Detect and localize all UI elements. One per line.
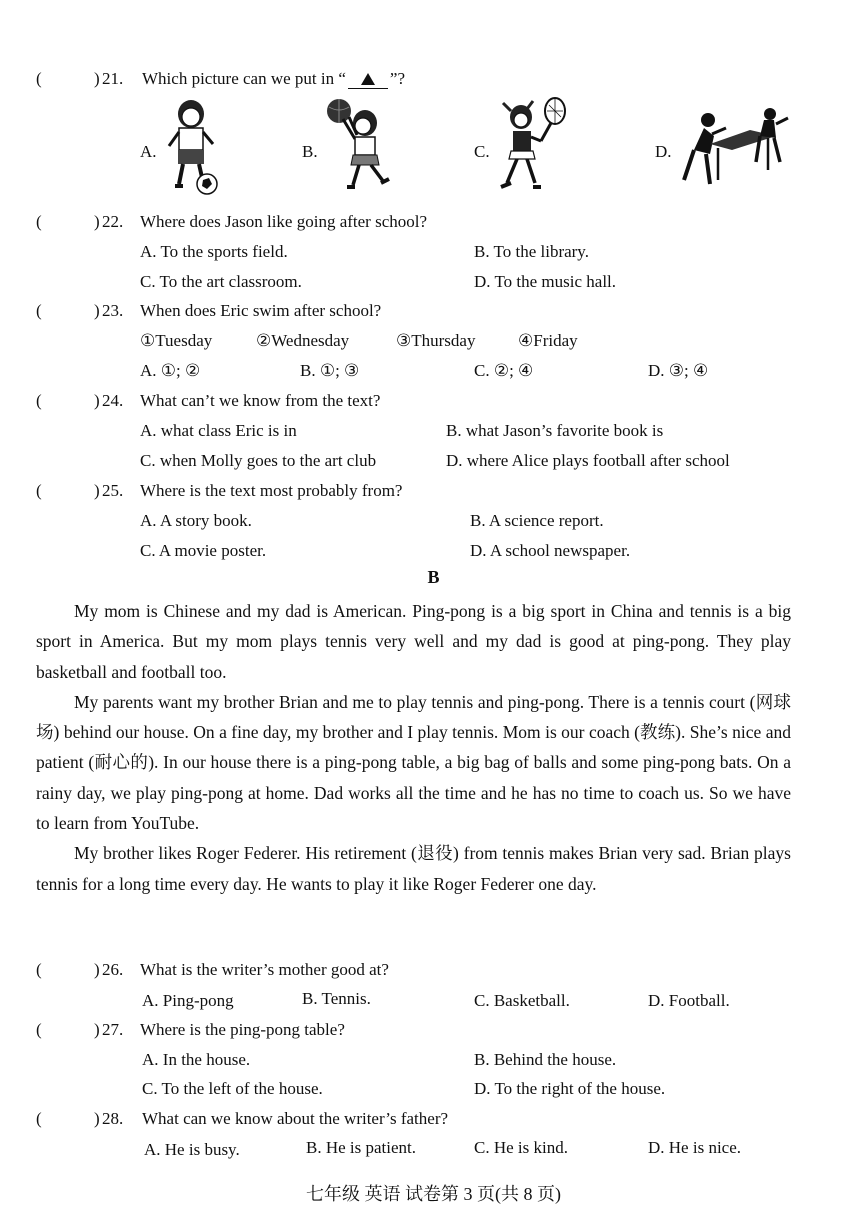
option-a: A. He is busy.	[144, 1140, 240, 1159]
option-c: C. ②; ④	[474, 361, 534, 380]
option-b: B. what Jason’s favorite book is	[446, 421, 664, 440]
option-b-label: B.	[302, 142, 318, 161]
question-number: 25.	[102, 481, 124, 500]
answer-paren-open: (	[36, 1109, 42, 1128]
answer-paren-close: )	[94, 481, 100, 500]
answer-paren-open: (	[36, 391, 42, 410]
option-d: D. A school newspaper.	[470, 541, 631, 560]
question-text: What can’t we know from the text?	[140, 391, 381, 410]
passage-paragraph: My parents want my brother Brian and me to play tennis and ping-pong. There is a tennis court (网球场) behind our house. On a fine day, my brother and I play tennis. Mom is our coach (教练). She’s nice and patient (耐心的). In our house there is a ping-pong table, a big bag of balls and some ping-pong bats. On a rainy day, we play ping-pong at home. Dad works all the time and he has no time to coach us. So we have to learn from YouTube.	[36, 691, 791, 834]
option-c-label: C.	[474, 142, 490, 161]
question-number: 23.	[102, 301, 124, 320]
option-d: D. where Alice plays football after school	[446, 451, 730, 470]
answer-paren-open: (	[36, 481, 42, 500]
option-d: D. He is nice.	[648, 1138, 742, 1157]
option-a: A. what class Eric is in	[140, 421, 297, 440]
option-c: C. Basketball.	[474, 991, 570, 1010]
question-number: 27.	[102, 1020, 124, 1039]
option-d-label: D.	[655, 142, 672, 161]
option-c: C. when Molly goes to the art club	[140, 451, 377, 470]
answer-paren-open: (	[36, 212, 42, 231]
question-text: Where is the ping-pong table?	[140, 1020, 345, 1039]
answer-paren-close: )	[94, 69, 100, 88]
option-a: A. In the house.	[142, 1050, 251, 1069]
triangle-icon	[361, 73, 375, 85]
question-text: Which picture can we put in “ ”?	[142, 69, 406, 88]
option-a: A. A story book.	[140, 511, 252, 530]
day-choice: ②Wednesday	[256, 331, 350, 350]
question-number: 26.	[102, 960, 124, 979]
day-choice: ④Friday	[518, 331, 578, 350]
reading-passage	[36, 596, 791, 899]
question-27	[36, 1017, 827, 1043]
question-number: 22.	[102, 212, 124, 231]
answer-paren-open: (	[36, 960, 42, 979]
option-d: D. ③; ④	[648, 361, 709, 380]
question-25	[36, 478, 827, 504]
question-23	[36, 298, 827, 324]
option-b: B. To the library.	[474, 242, 589, 261]
answer-paren-close: )	[94, 1109, 100, 1128]
ping-pong-players-icon	[680, 106, 796, 190]
answer-blank	[348, 70, 388, 89]
day-choice: ③Thursday	[396, 331, 476, 350]
answer-paren-open: (	[36, 301, 42, 320]
question-number: 21.	[102, 69, 124, 88]
section-heading: B	[427, 567, 440, 587]
day-choice: ①Tuesday	[140, 331, 213, 350]
question-28	[36, 1106, 827, 1132]
option-a: A. Ping-pong	[142, 991, 234, 1010]
question-text: Where does Jason like going after school?	[140, 212, 428, 231]
question-text: Where is the text most probably from?	[140, 481, 403, 500]
option-b: B. He is patient.	[306, 1138, 417, 1157]
option-d: D. To the music hall.	[474, 272, 617, 291]
option-c: C. To the art classroom.	[140, 272, 302, 291]
answer-paren-close: )	[94, 301, 100, 320]
girl-with-tennis-racket-icon	[497, 97, 569, 200]
option-b: B. Behind the house.	[474, 1050, 617, 1069]
question-number: 24.	[102, 391, 124, 410]
option-a-label: A.	[140, 142, 157, 161]
girl-with-basketball-icon	[325, 97, 395, 197]
option-d: D. To the right of the house.	[474, 1079, 666, 1098]
option-c: C. A movie poster.	[140, 541, 267, 560]
passage-paragraph: My mom is Chinese and my dad is American. Ping-pong is a big sport in China and tennis is a big sport in America. But my mom plays tennis very well and my dad is good at ping-pong. They play basketball and football too.	[36, 601, 791, 682]
answer-paren-close: )	[94, 212, 100, 231]
passage-paragraph: My brother likes Roger Federer. His retirement (退役) from tennis makes Brian very sad. Brian plays tennis for a long time every day. He wants to play it like Roger Federer one day.	[36, 843, 791, 894]
question-text: When does Eric swim after school?	[140, 301, 382, 320]
answer-paren-close: )	[94, 391, 100, 410]
answer-paren-open: (	[36, 1020, 42, 1039]
option-a: A. ①; ②	[140, 361, 201, 380]
option-b: B. A science report.	[470, 511, 604, 530]
question-number: 28.	[102, 1109, 124, 1128]
option-a: A. To the sports field.	[140, 242, 288, 261]
question-text: What can we know about the writer’s father?	[142, 1109, 449, 1128]
option-b: B. Tennis.	[302, 989, 371, 1008]
answer-paren-open: (	[36, 69, 42, 88]
question-26	[36, 957, 827, 983]
option-d: D. Football.	[648, 991, 730, 1010]
option-c: C. To the left of the house.	[142, 1079, 323, 1098]
page-footer: 七年级 英语 试卷第 3 页(共 8 页)	[306, 1184, 561, 1204]
option-c: C. He is kind.	[474, 1138, 568, 1157]
question-22	[36, 209, 827, 235]
option-b: B. ①; ③	[300, 361, 360, 380]
question-24	[36, 388, 827, 414]
girl-with-football-icon	[163, 98, 225, 198]
question-21	[36, 66, 827, 92]
answer-paren-close: )	[94, 1020, 100, 1039]
question-text: What is the writer’s mother good at?	[140, 960, 389, 979]
answer-paren-close: )	[94, 960, 100, 979]
